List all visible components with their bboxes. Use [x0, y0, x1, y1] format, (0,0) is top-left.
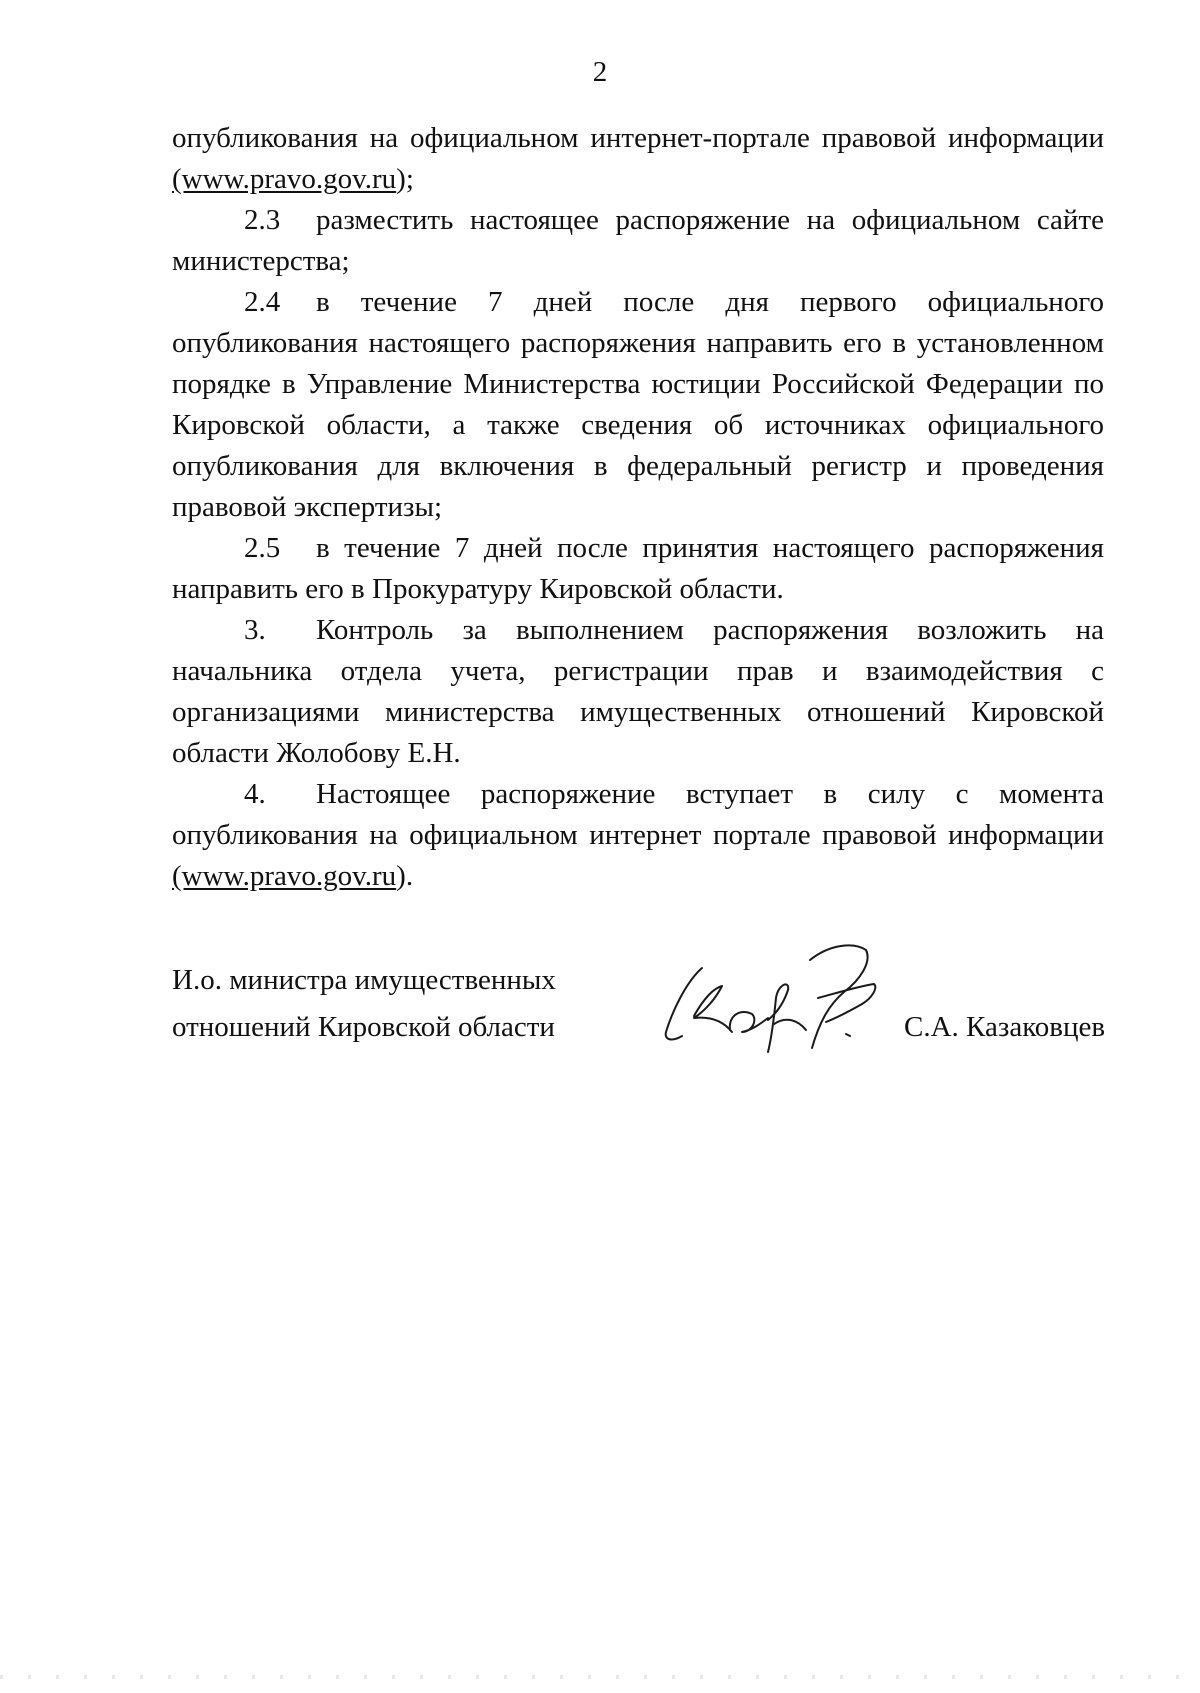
handwritten-signature: [660, 940, 940, 1060]
paragraph-text: Контроль за выполнением распоряжения возложить на начальника отдела учета, регистрации прав и взаимодействия с организациями министерства имущественных отношений Кировской области Жолобову Е.Н.: [172, 614, 1104, 769]
paragraph-text: в течение 7 дней после принятия настоящего распоряжения направить его в Прокуратуру Кировской области.: [172, 532, 1104, 605]
paragraph-2-3: [172, 200, 1104, 282]
paragraph-text: разместить настоящее распоряжение на официальном сайте министерства;: [172, 204, 1104, 277]
paragraph-text: в течение 7 дней после дня первого официального опубликования настоящего распоряжения направить его в установленном порядке в Управление Министерства юстиции Российской Федерации по Кировской области, а также сведения об источниках официального опубликования для включения в федеральный регистр и проведения правовой экспертизы;: [172, 286, 1104, 523]
paragraph-text: Настоящее распоряжение вступает в силу с момента опубликования на официальном интернет портале правовой информации: [172, 778, 1104, 851]
signatory-name: С.А. Казаковцев: [904, 1011, 1106, 1043]
paragraph-2-5: [172, 528, 1104, 610]
paragraph-number: 2.3: [244, 204, 281, 236]
paragraph-3: [172, 610, 1104, 774]
paragraph-2-4: [172, 282, 1104, 528]
paragraph-number: 2.5: [244, 532, 281, 564]
portal-link[interactable]: (www.pravo.gov.ru: [172, 860, 397, 892]
scan-edge-artifact: [0, 1675, 1200, 1679]
paragraph-number: 4.: [244, 778, 266, 810]
signatory-title-line: отношений Кировской области: [172, 1011, 555, 1043]
page-number: 2: [592, 56, 608, 88]
paragraph-number: 2.4: [244, 286, 281, 318]
document-body: [172, 118, 1104, 897]
paragraph-suffix: ).: [396, 860, 414, 892]
paragraph-number: 3.: [244, 614, 266, 646]
paragraph-suffix: );: [396, 163, 414, 195]
paragraph-text: опубликования на официальном интернет-портале правовой информации: [172, 122, 1104, 154]
signatory-title: [172, 957, 556, 1051]
paragraph-continuation: [172, 118, 1104, 200]
portal-link[interactable]: (www.pravo.gov.ru: [172, 163, 397, 195]
signatory-title-line: И.о. министра имущественных: [172, 964, 556, 996]
paragraph-4: [172, 774, 1104, 897]
